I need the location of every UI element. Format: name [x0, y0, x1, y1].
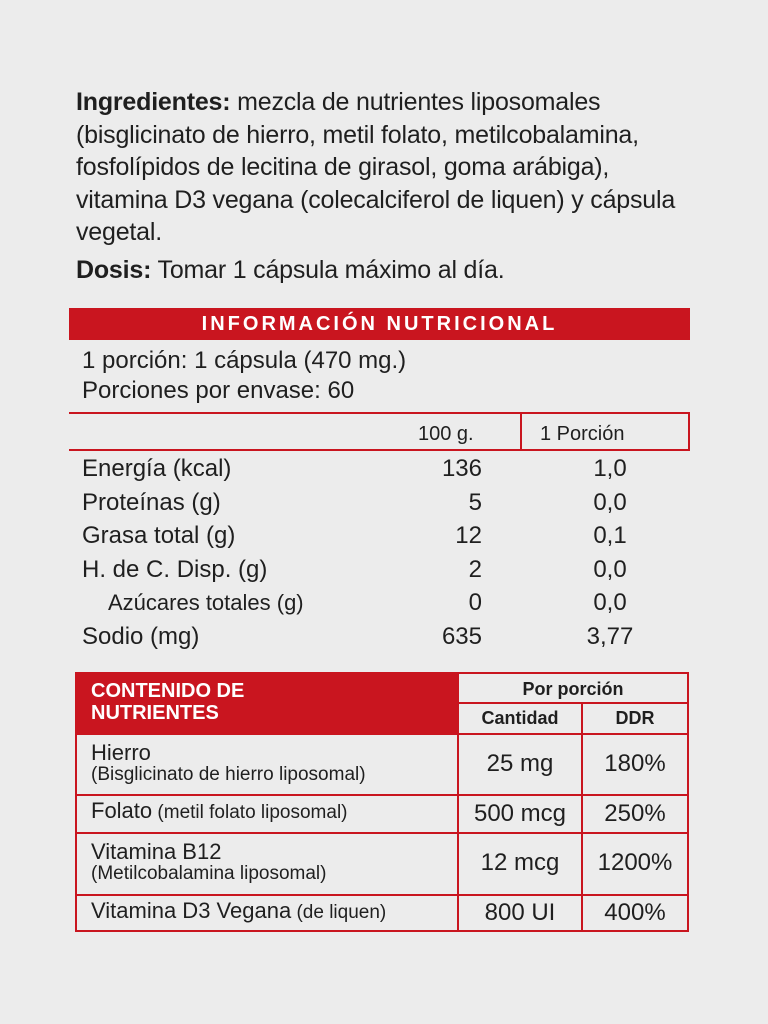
nutrient-source: (Bisglicinato de hierro liposomal)	[91, 764, 366, 785]
row-value-100g: 136	[441, 455, 482, 482]
row-value-100g: 5	[468, 488, 482, 516]
row-value-100g: 635	[441, 622, 482, 650]
nutrition-row-sodio	[82, 620, 682, 654]
row-value-100g: 0	[468, 589, 482, 616]
column-divider	[520, 412, 522, 451]
row-value-portion: 0,0	[593, 488, 627, 516]
nutrient-name-hierro	[77, 733, 457, 794]
row-name: Proteínas (g)	[82, 488, 221, 516]
ingredients-label: Ingredientes:	[76, 88, 231, 116]
row-value-portion: 1,0	[593, 455, 627, 482]
row-value-portion: 3,77	[586, 622, 634, 650]
column-header-100g: 100 g.	[418, 423, 474, 445]
nutrient-ddr: 1200%	[581, 832, 687, 894]
divider	[69, 412, 690, 414]
nutrient-name-b12	[77, 832, 457, 894]
column-header-ddr: DDR	[581, 704, 687, 733]
serving-size: 1 porción: 1 cápsula (470 mg.)	[82, 347, 407, 374]
dosis-text	[76, 254, 706, 286]
nutrient-source: (metil folato liposomal)	[152, 802, 348, 823]
row-value-portion: 0,1	[593, 522, 627, 549]
nutrient-ddr: 400%	[581, 894, 687, 930]
nutrient-ddr: 250%	[581, 794, 687, 832]
dosis-label: Dosis:	[76, 256, 152, 284]
nutrition-row-azucares	[82, 586, 682, 620]
nutrition-rows	[82, 452, 682, 653]
ingredients-body: mezcla de nutrientes liposomales (bisglicinato de hierro, metil folato, metilcobalamina, fosfolípidos de lecitina de girasol, goma arábiga), vitamina D3 vegana (colecalciferol de liquen) y cápsula vegetal.	[76, 88, 676, 246]
nutrition-row-proteinas	[82, 486, 682, 520]
nutrient-source: (Metilcobalamina liposomal)	[91, 863, 327, 884]
nutrient-name: Vitamina B12	[91, 839, 222, 864]
row-name: H. de C. Disp. (g)	[82, 555, 268, 583]
content-header-line1: CONTENIDO DE	[91, 680, 245, 702]
servings-per-container: Porciones por envase: 60	[82, 377, 355, 404]
nutrition-header: INFORMACIÓN NUTRICIONAL	[69, 308, 690, 340]
nutrient-name: Vitamina D3 Vegana	[91, 898, 292, 923]
row-value-100g: 12	[455, 522, 482, 549]
nutrient-name-d3	[77, 894, 457, 930]
content-header-line2: NUTRIENTES	[91, 702, 219, 724]
nutrient-name-folato	[77, 794, 457, 832]
nutrition-row-grasa	[82, 519, 682, 553]
row-value-portion: 0,0	[593, 589, 627, 616]
column-divider	[688, 412, 690, 451]
row-value-100g: 2	[468, 555, 482, 583]
nutrient-amount: 800 UI	[457, 894, 581, 930]
per-portion-header: Por porción	[457, 674, 687, 704]
row-value-portion: 0,0	[593, 555, 627, 583]
column-header-portion: 1 Porción	[540, 423, 625, 445]
row-name: Sodio (mg)	[82, 622, 200, 650]
row-name: Azúcares totales (g)	[108, 590, 304, 615]
nutrient-ddr: 180%	[581, 733, 687, 794]
content-header	[77, 674, 457, 733]
nutrient-amount: 12 mcg	[457, 832, 581, 894]
serving-info	[82, 346, 682, 406]
nutrition-row-hc	[82, 553, 682, 587]
divider	[69, 449, 690, 451]
row-name: Grasa total (g)	[82, 522, 236, 549]
nutrient-name: Hierro	[91, 740, 151, 765]
nutrient-content-table	[75, 672, 689, 932]
nutrient-amount: 500 mcg	[457, 794, 581, 832]
nutrition-row-energia	[82, 452, 682, 486]
nutrient-amount: 25 mg	[457, 733, 581, 794]
column-header-cantidad: Cantidad	[457, 704, 581, 733]
dosis-body: Tomar 1 cápsula máximo al día.	[151, 256, 505, 284]
nutrient-name: Folato	[91, 798, 153, 823]
row-name: Energía (kcal)	[82, 455, 232, 482]
ingredients-text	[76, 86, 706, 249]
nutrient-source: (de liquen)	[291, 902, 387, 923]
